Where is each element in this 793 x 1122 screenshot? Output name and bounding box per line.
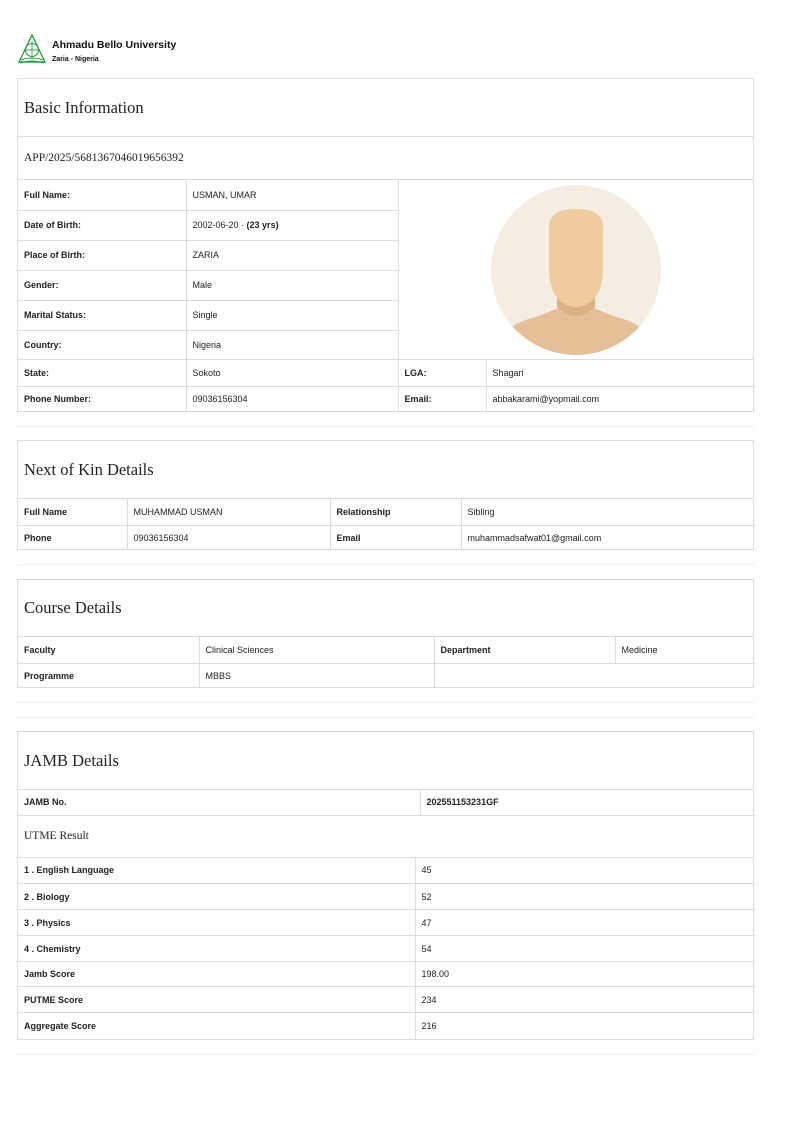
divider	[17, 702, 754, 703]
kin-relationship-value: Sibling	[461, 499, 755, 525]
personal-details-block	[18, 180, 753, 360]
university-logo-icon	[17, 33, 47, 65]
jamb-score-label: Jamb Score	[18, 962, 415, 987]
jamb-number-value: 202551153231GF	[426, 797, 499, 808]
university-name: Ahmadu Bello University	[52, 39, 177, 51]
application-number: APP/2025/5681367046019656392	[18, 137, 753, 180]
age-value: (23 yrs)	[246, 220, 279, 230]
subject-biology-label: 2 . Biology	[18, 884, 415, 910]
table-row	[18, 386, 755, 411]
column-divider	[398, 180, 399, 359]
marital-status-value: Single	[186, 300, 398, 330]
lga-value: Shagari	[486, 360, 755, 386]
next-of-kin-card	[17, 440, 754, 550]
place-of-birth-label: Place of Birth:	[18, 240, 186, 270]
basic-information-card	[17, 78, 754, 412]
table-row	[18, 790, 755, 815]
gender-value: Male	[186, 270, 398, 300]
dob-value: 2002-06-20 ·	[192, 220, 247, 230]
table-row	[18, 180, 398, 210]
divider	[17, 426, 754, 427]
table-row	[18, 910, 755, 936]
section-title: Basic Information	[18, 79, 753, 137]
email-value: abbakarami@yopmail.com	[492, 393, 600, 404]
department-label: Department	[434, 637, 615, 663]
email-label: Email:	[398, 386, 486, 411]
place-of-birth-value: ZARIA	[186, 240, 398, 270]
table-row	[18, 987, 755, 1013]
table-row	[18, 858, 755, 884]
programme-value: MBBS	[199, 663, 434, 688]
table-row	[18, 637, 755, 663]
subject-physics-score: 47	[415, 910, 755, 936]
table-row	[18, 499, 755, 525]
faculty-value: Clinical Sciences	[199, 637, 434, 663]
lga-label: LGA:	[398, 360, 486, 386]
course-details-card	[17, 579, 754, 688]
aggregate-score-label: Aggregate Score	[18, 1013, 415, 1039]
kin-relationship-label: Relationship	[330, 499, 461, 525]
section-title: JAMB Details	[18, 732, 753, 790]
next-of-kin-table	[18, 499, 755, 550]
kin-name-label: Full Name	[18, 499, 127, 525]
phone-value: 09036156304	[186, 386, 398, 411]
course-table	[18, 637, 755, 688]
dob-label: Date of Birth:	[18, 210, 186, 240]
putme-score-label: PUTME Score	[18, 987, 415, 1013]
section-title: Next of Kin Details	[18, 441, 753, 499]
subject-physics-label: 3 . Physics	[18, 910, 415, 936]
subject-english-label: 1 . English Language	[18, 858, 415, 884]
putme-score-value: 234	[415, 987, 755, 1013]
gender-label: Gender:	[18, 270, 186, 300]
table-row	[18, 240, 398, 270]
divider	[17, 564, 754, 565]
faculty-label: Faculty	[18, 637, 199, 663]
aggregate-score-value: 216	[421, 1020, 437, 1031]
jamb-score-value: 198.00	[415, 962, 755, 987]
table-row	[18, 210, 398, 240]
state-value: Sokoto	[186, 360, 398, 386]
subject-chemistry-label: 4 . Chemistry	[18, 936, 415, 962]
subject-chemistry-score: 54	[415, 936, 755, 962]
full-name-value: USMAN, UMAR	[186, 180, 398, 210]
programme-label: Programme	[18, 663, 199, 688]
table-row	[18, 300, 398, 330]
kin-email-value: muhammadsafwat01@gmail.com	[467, 532, 602, 543]
university-location: Zaria - Nigeria	[52, 56, 99, 63]
country-value: Nigeria	[192, 339, 222, 350]
kin-phone-value: 09036156304	[127, 525, 330, 550]
jamb-details-card	[17, 731, 754, 1040]
page-header	[17, 33, 317, 67]
table-row	[18, 663, 755, 688]
table-row	[18, 360, 755, 386]
contact-table	[18, 360, 755, 411]
utme-result-table	[18, 858, 755, 1039]
marital-status-label: Marital Status:	[18, 300, 186, 330]
kin-phone-label: Phone	[18, 525, 127, 550]
country-label: Country:	[18, 330, 186, 359]
personal-details-table	[18, 180, 398, 359]
table-row	[18, 962, 755, 987]
section-title: Course Details	[18, 580, 753, 637]
subject-biology-score: 52	[415, 884, 755, 910]
divider	[17, 1054, 754, 1055]
profile-avatar-icon	[491, 185, 661, 355]
phone-label: Phone Number:	[18, 386, 186, 411]
jamb-number-table	[18, 790, 755, 816]
table-row	[18, 330, 398, 359]
kin-email-label: Email	[330, 525, 461, 550]
full-name-label: Full Name:	[18, 180, 186, 210]
state-label: State:	[18, 360, 186, 386]
table-row	[18, 1013, 755, 1039]
table-row	[18, 936, 755, 962]
table-row	[18, 270, 398, 300]
empty-cell	[434, 663, 755, 688]
utme-result-heading: UTME Result	[18, 816, 753, 858]
table-row	[18, 525, 755, 550]
subject-english-score: 45	[415, 858, 755, 884]
dob-cell	[186, 210, 398, 240]
department-value: Medicine	[615, 637, 755, 663]
jamb-number-label: JAMB No.	[18, 790, 420, 815]
kin-name-value: MUHAMMAD USMAN	[127, 499, 330, 525]
divider	[17, 717, 754, 718]
table-row	[18, 884, 755, 910]
